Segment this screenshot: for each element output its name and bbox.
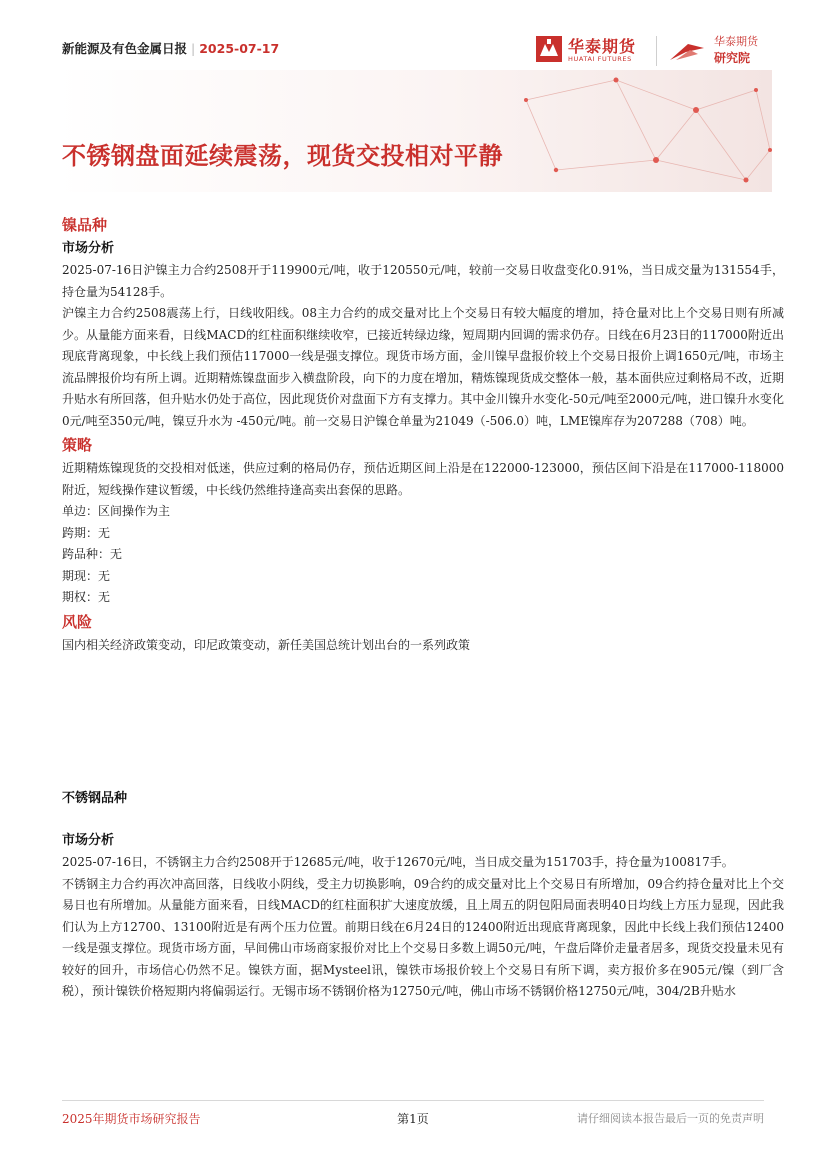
research-institute-logo: [668, 34, 776, 68]
title-banner: [56, 70, 772, 192]
page-number: 第1页: [397, 1112, 429, 1126]
network-decoration: [56, 70, 772, 192]
strategy-item-spread: 跨期：无: [62, 525, 111, 540]
risk-paragraph: 国内相关经济政策变动，印尼政策变动，新任美国总统计划出台的一系列政策: [62, 637, 471, 652]
section-heading-nickel: 镍品种: [62, 216, 108, 234]
footer-divider: [62, 1100, 764, 1101]
report-date: 2025-07-17: [199, 41, 280, 56]
nickel-market-paragraph: 2025-07-16日沪镍主力合约2508开于119900元/吨，收于120550元/吨，较前一交易日收盘变化0.91%，当日成交量为131554手，持仓量为54128手。: [62, 263, 784, 299]
logo-english-name: HUATAI FUTURES: [568, 55, 632, 63]
report-body: [62, 212, 784, 1003]
section-heading-strategy: 策略: [62, 436, 93, 454]
page-title: 不锈钢盘面延续震荡，现货交投相对平静: [62, 142, 503, 170]
strategy-item-cross: 跨品种：无: [62, 547, 123, 561]
report-name-text: 新能源及有色金属日报: [62, 41, 188, 56]
huatai-futures-logo: [536, 34, 676, 68]
spacer: [62, 810, 784, 830]
section-heading-risk: 风险: [62, 612, 93, 631]
page-footer: [62, 1100, 764, 1130]
logo2-line2: 研究院: [714, 51, 751, 65]
strategy-paragraph: 近期精炼镍现货的交投相对低迷，供应过剩的格局仍存，预估近期区间上沿是在122000-123000，预估区间下沿是在117000-118000附近，短线操作建议暂缓，中长线仍然维持逢高卖出套保的思路。: [62, 461, 784, 497]
section-heading-stainless: 不锈钢品种: [62, 791, 128, 806]
header-separator: |: [191, 41, 196, 56]
strategy-item-basis: 期现：无: [62, 568, 111, 583]
disclaimer-note: 请仔细阅读本报告最后一页的免责声明: [577, 1112, 764, 1125]
strategy-item-single: 单边：区间操作为主: [62, 504, 171, 518]
nickel-market-paragraph: 沪镍主力合约2508震荡上行，日线收阳线。08主力合约的成交量对比上个交易日有较大幅度的增加，持仓量对比上个交易日则有所减少。从量能方面来看，日线MACD的红柱面积继续收窄，已接近转绿边缘，短周期内回调的需求仍存。日线在6月23日的117000附近出现底背离现象，中长线上我们预估117000一线是强支撑位。现货市场方面，金川镍早盘报价较上个交易日报价上调1650元/吨，市场主流品牌报价均有所上调。近期精炼镍盘面步入横盘阶段，向下的力度在增加，精炼镍现货成交整体一般，基本面供应过剩格局不改，近期升贴水有所回落，但升贴水仍处于高位，因此现货价对盘面下方有支撑力。其中金川镍升水变化-50元/吨至2000元/吨，进口镍升水变化0元/吨至350元/吨，镍豆升水为 -450元/吨。前一交易日沪镍仓单量为21049（-506.0）吨，LME镍库存为207288（708）吨。: [62, 306, 784, 428]
huatai-logo-icon: [536, 36, 562, 62]
stainless-market-paragraph: 不锈钢主力合约再次冲高回落，日线收小阴线，受主力切换影响，09合约的成交量对比上个交易日有所增加，09合约持仓量对比上个交易日也有所增加。从量能方面来看，日线MACD的红柱面积扩大速度放缓，且上周五的阴包阳局面表明40日均线上方压力显现，因此我们认为上方12700、13100附近是有两个压力位置。前期日线在6月24日的12400附近出现底背离现象，因此中长线上我们预估12400一线是强支撑位。现货市场方面，早间佛山市场商家报价对比上个交易日多数上调50元/吨，午盘后降价走量者居多，现货交投量未见有较好的回升，市场信心仍然不足。镍铁方面，据Mysteel讯，镍铁市场报价较上个交易日有所下调，卖方报价多在905元/镍（到厂含税），预计镍铁价格短期内将偏弱运行。无锡市场不锈钢价格为12750元/吨，佛山市场不锈钢价格12750元/吨，304/2B升贴水: [62, 876, 784, 998]
footer-report-label: 2025年期货市场研究报告: [62, 1112, 201, 1126]
stainless-market-paragraph: 2025-07-16日，不锈钢主力合约2508开于12685元/吨，收于12670元/吨，当日成交量为151703手，持仓量为100817手。: [62, 855, 734, 869]
nickel-market-heading: 市场分析: [62, 241, 115, 256]
logo2-line1: 华泰期货: [714, 35, 758, 48]
logo-divider: [656, 36, 657, 66]
research-institute-logo-icon: [668, 40, 706, 62]
strategy-item-option: 期权：无: [62, 590, 111, 604]
page-header: [62, 34, 770, 68]
report-name: [62, 39, 279, 57]
stainless-market-heading: 市场分析: [62, 833, 115, 848]
logo-chinese-name: 华泰期货: [568, 37, 637, 56]
